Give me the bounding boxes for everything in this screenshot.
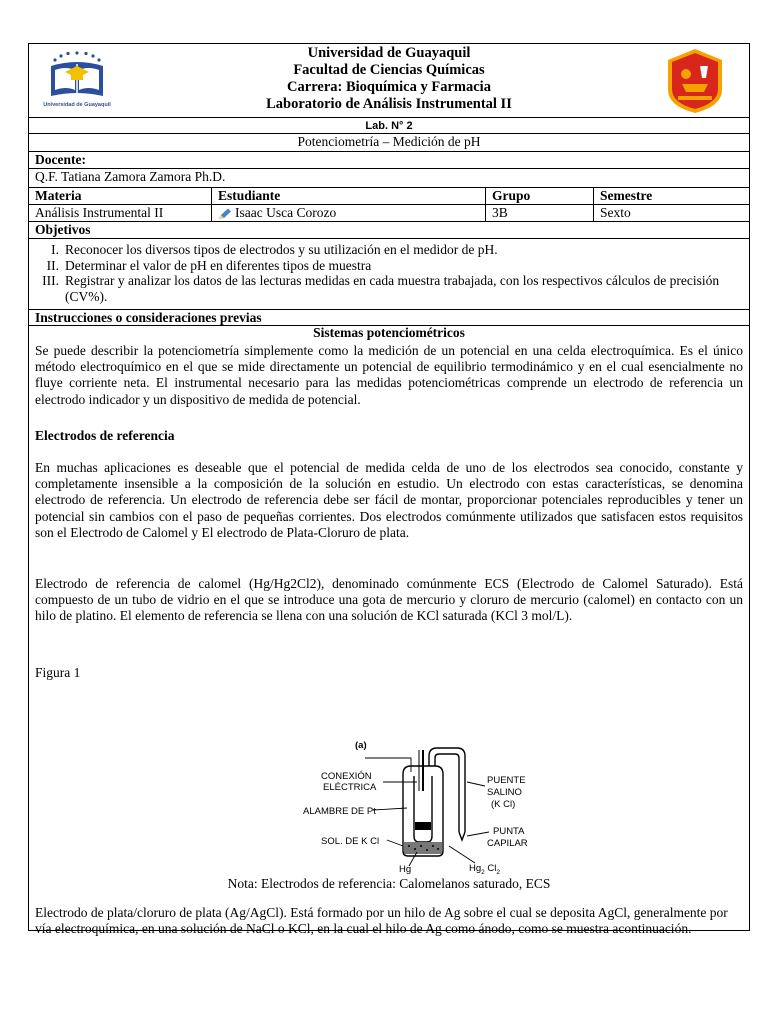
header-titles: [29, 45, 749, 113]
topic-title: Potenciometría – Medición de pH: [297, 134, 481, 149]
career-name: Carrera: Bioquímica y Farmacia: [287, 79, 491, 95]
svg-text:Hg: Hg: [399, 864, 412, 874]
subtitle-electrodos: Electrodos de referencia: [35, 428, 175, 443]
svg-text:SOL. DE K Cl: SOL. DE K Cl: [321, 836, 380, 847]
paragraph-potenciometria: Se puede describir la potenciometría simplemente como la medición de un potencial en una celda electroquímica. Es el único método electroquímico en el que se mide directamente un potencial de equilibrio termodinámico y en el cual esencialmente no fluye corriente neta. El instrumental necesario para las medidas potenciométricas comprende un electrodo de referencia un electrodo indicador y un dispositivo de medida de potencial.: [35, 343, 743, 407]
header-grupo: Grupo: [485, 188, 593, 204]
objetivos-label-row: [29, 222, 749, 239]
value-materia: Análisis Instrumental II: [35, 205, 164, 220]
instrucciones-label-row: [29, 310, 749, 326]
objetivos-list: [29, 242, 741, 304]
document-frame: [28, 43, 750, 937]
svg-text:CONEXIÓN: CONEXIÓN: [321, 771, 372, 782]
svg-text:ELÉCTRICA: ELÉCTRICA: [323, 782, 377, 793]
svg-text:Hg2 Cl2: $Hg_2$ $Cl_2$: [469, 863, 501, 874]
value-grupo: 3B: [485, 205, 593, 221]
lab-name: Laboratorio de Análisis Instrumental II: [266, 96, 512, 112]
docente-label: Docente:: [35, 152, 86, 167]
svg-text:SALINO: SALINO: [487, 787, 522, 798]
svg-text:(K Cl): (K Cl): [491, 799, 516, 810]
info-table-values: [29, 205, 749, 222]
calomel-electrode-figure: [299, 736, 549, 874]
paragraph-plata: Electrodo de plata/cloruro de plata (Ag/AgCl). Está formado por un hilo de Ag sobre el cual se deposita AgCl, generalmente por vía electroquímica, en una solución de NaCl o KCl, en la cual el hilo de Ag como ánodo, como se muestra acontinuación.: [35, 905, 728, 937]
docente-name-row: [29, 169, 749, 188]
svg-text:ALAMBRE DE Pt: ALAMBRE DE Pt: [303, 806, 376, 817]
lab-number: Lab. N° 2: [365, 120, 413, 132]
header-materia: Materia: [35, 188, 82, 203]
paragraph-electrodos: En muchas aplicaciones es deseable que el potencial de medida celda de uno de los electrodos sea conocido, constante y completamente insensible a la composición de la solución en estudio. Un electrodo con estas características, se denomina electrodo de referencia. Un electrodo de referencia debe ser fácil de montar, proporcionar potenciales reproducibles y tener un potencial sin cambios con el paso de pequeñas corrientes. Dos electrodos comúnmente utilizados que satisfacen estos requisitos son el Electrodo de Calomel y El electrodo de Plata-Cloruro de plata.: [35, 460, 743, 540]
faculty-seal-icon: [666, 48, 724, 114]
svg-text:PUNTA: PUNTA: [493, 826, 525, 837]
paragraph-calomel: Electrodo de referencia de calomel (Hg/Hg2Cl2), denominado comúnmente ECS (Electrodo de Calomel Saturado). Está compuesto de un tubo de vidrio en el que se introduce una gota de mercurio y cloruro de mercurio (calomel) en contacto con un hilo de platino. El elemento de referencia se llena con una solución de KCl saturada (KCl 3 mol/L).: [35, 576, 743, 624]
docente-name: Q.F. Tatiana Zamora Zamora Ph.D.: [35, 169, 226, 184]
lab-number-row: [29, 117, 749, 134]
header-semestre: Semestre: [593, 188, 749, 204]
value-estudiante: [211, 205, 485, 221]
objetivos-list-row: [29, 239, 749, 310]
objetivo-item: II. Determinar el valor de pH en diferentes tipos de muestra: [46, 257, 372, 273]
faculty-name: Facultad de Ciencias Químicas: [293, 62, 485, 78]
document-header: [29, 44, 749, 118]
docente-label-row: [29, 152, 749, 169]
header-estudiante: Estudiante: [211, 188, 485, 204]
section-title: Sistemas potenciométricos: [313, 325, 465, 340]
figure-note: Nota: Electrodos de referencia: Calomelanos saturado, ECS: [227, 876, 551, 891]
info-table-header: [29, 188, 749, 205]
value-semestre: Sexto: [593, 205, 749, 221]
pencil-icon: [218, 208, 232, 220]
instrucciones-label: Instrucciones o consideraciones previas: [35, 310, 262, 325]
figure-label: Figura 1: [35, 665, 81, 680]
university-name: Universidad de Guayaquil: [307, 45, 471, 61]
student-name: Isaac Usca Corozo: [235, 205, 337, 220]
svg-text:PUENTE: PUENTE: [487, 775, 526, 786]
svg-text:Universidad de Guayaquil: Universidad de Guayaquil: [43, 102, 111, 108]
objetivo-item: I. Reconocer los diversos tipos de electrodos y su utilización en el medidor de pH.: [51, 242, 498, 257]
svg-text:CAPILAR: CAPILAR: [487, 838, 528, 849]
svg-text:(a): (a): [355, 740, 367, 751]
topic-row: [29, 134, 749, 152]
objetivo-item: III. Registrar y analizar los datos de las lecturas medidas en cada muestra trabajada, con los respectivos cálculos de precisión (CV%).: [42, 273, 720, 304]
objetivos-label: Objetivos: [35, 222, 91, 237]
